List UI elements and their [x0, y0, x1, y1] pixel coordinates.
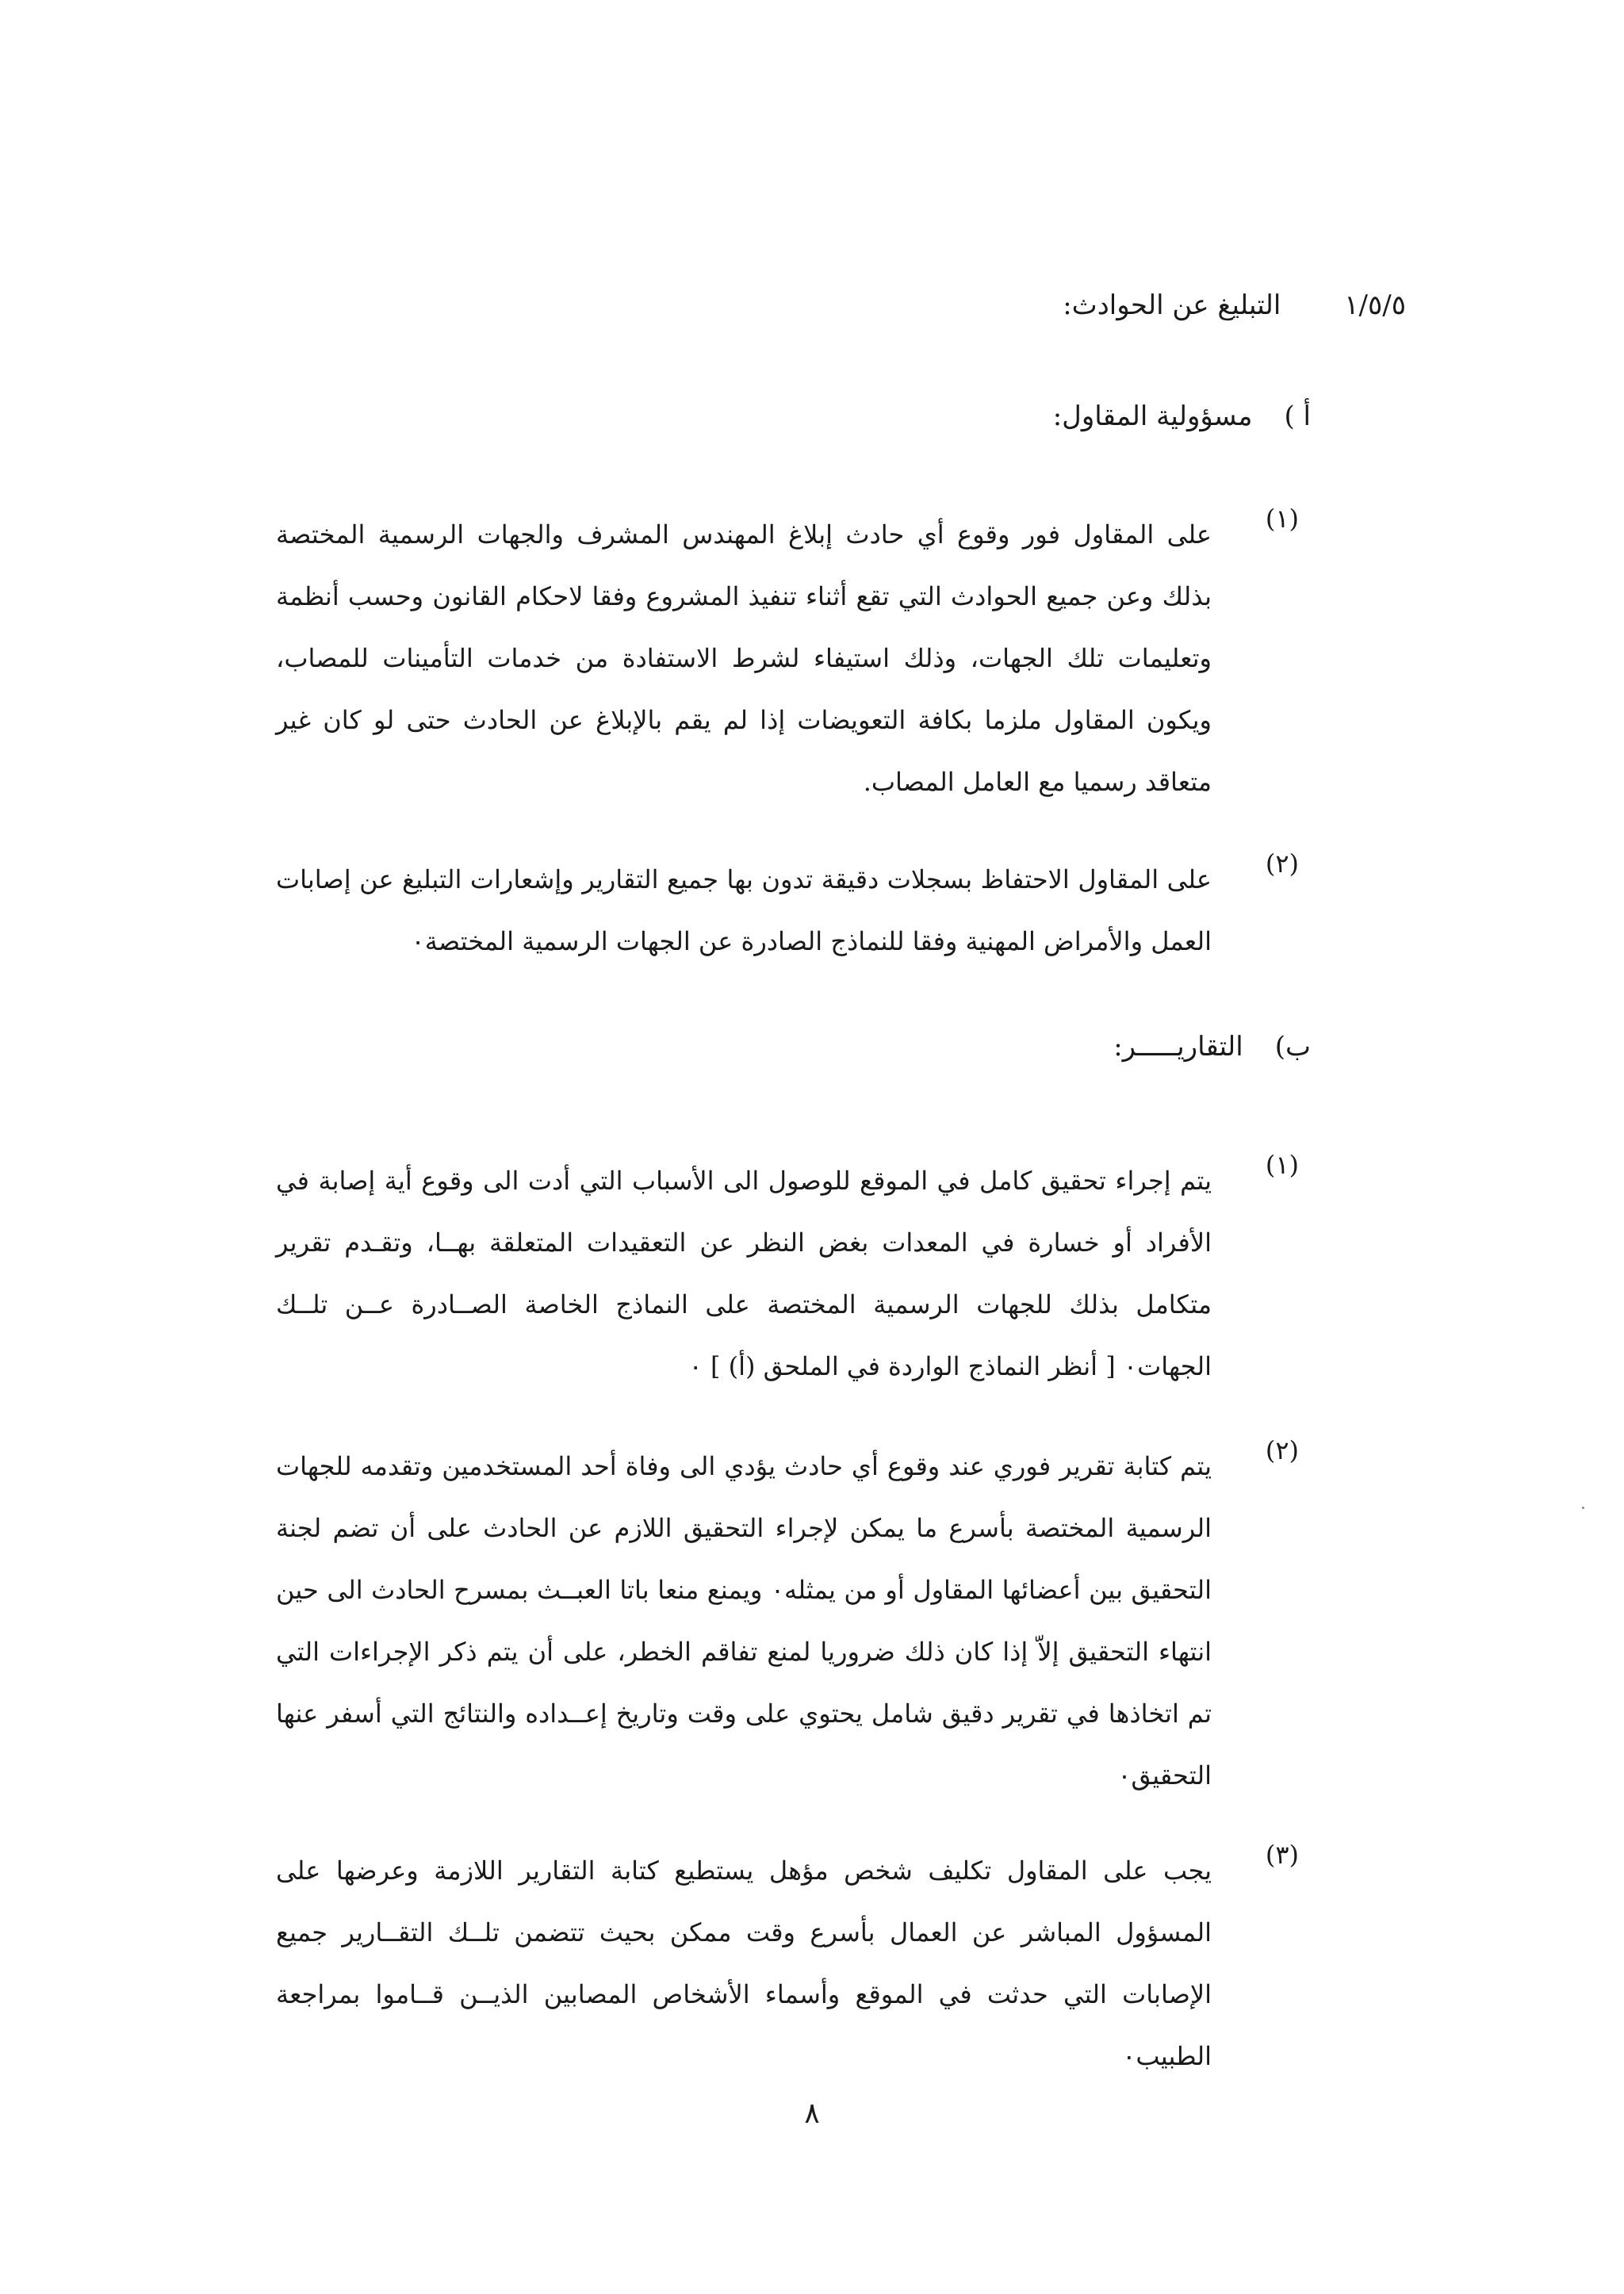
section-title: التبليغ عن الحوادث: [1063, 289, 1281, 321]
list-item [276, 1435, 1299, 1806]
item-number: (٣) [1265, 1840, 1299, 1870]
subsection-a-title: مسؤولية المقاول: [1052, 400, 1253, 432]
item-text: يتم كتابة تقرير فوري عند وقوع أي حادث يؤدي الى وفاة أحد المستخدمين وتقدمه للجهات الرسمية المختصة بأسرع ما يمكن لإجراء التحقيق اللازم عن الحادث على أن تضم لجنة التحقيق بين أعضائها المقاول أو من يمثله٠ ويمنع منعا باتا العبــث بمسرح الحادث الى حين انتهاء التحقيق إلاّ إذا كان ذلك ضروريا لمنع تفاقم الخطر، على أن يتم ذكر الإجراءات التي تم اتخاذها في تقرير دقيق شامل يحتوي على وقت وتاريخ إعــداده والنتائج التي أسفر عنها التحقيق٠ [276, 1451, 1212, 1790]
item-text: يجب على المقاول تكليف شخص مؤهل يستطيع كتابة التقارير اللازمة وعرضها على المسؤول المباشر عن العمال بأسرع وقت ممكن بحيث تتضمن تلــك التقــارير جميع الإصابات التي حدثت في الموقع وأسماء الأشخاص المصابين الذيــن قــاموا بمراجعة الطبيب٠ [276, 1855, 1212, 2071]
subsection-b-heading [1113, 1031, 1311, 1063]
subsection-b-title: التقاريـــــر: [1113, 1031, 1243, 1063]
subsection-a-heading [1053, 400, 1311, 432]
item-text: على المقاول فور وقوع أي حادث إبلاغ المهندس المشرف والجهات الرسمية المختصة بذلك وعن جميع الحوادث التي تقع أثناء تنفيذ المشروع وفقا لاحكام القانون وحسب أنظمة وتعليمات تلك الجهات، وذلك استيفاء لشرط الاستفادة من خدمات التأمينات للمصاب، ويكون المقاول ملزما بكافة التعويضات إذا لم يقم بالإبلاغ عن الحادث حتى لو كان غير متعاقد رسميا مع العامل المصاب. [276, 519, 1212, 797]
list-item [276, 1840, 1299, 2087]
section-heading [1063, 289, 1406, 321]
list-item [276, 848, 1299, 972]
item-text: على المقاول الاحتفاظ بسجلات دقيقة تدون بها جميع التقارير وإشعارات التبليغ عن إصابات العمل والأمراض المهنية وفقا للنماذج الصادرة عن الجهات الرسمية المختصة٠ [276, 864, 1212, 956]
item-number: (١) [1265, 504, 1299, 534]
subsection-b-label: ب) [1274, 1031, 1311, 1063]
item-number: (٢) [1265, 848, 1299, 879]
page-number: ٨ [804, 2097, 820, 2130]
list-item [276, 504, 1299, 813]
item-number: (١) [1265, 1150, 1299, 1180]
scan-speck [1582, 1507, 1584, 1509]
list-item [276, 1150, 1299, 1397]
subsection-a-label: أ ) [1284, 400, 1311, 432]
item-text: يتم إجراء تحقيق كامل في الموقع للوصول الى الأسباب التي أدت الى وقوع أية إصابة في الأفراد أو خسارة في المعدات بغض النظر عن التعقيدات المتعلقة بهــا، وتقـدم تقرير متكامل بذلك للجهات الرسمية المختصة على النماذج الخاصة الصــادرة عــن تلــك الجهات٠ [ أنظر النماذج الواردة في الملحق (أ) ] ٠ [276, 1166, 1212, 1381]
section-number: ١/٥/٥ [1344, 289, 1406, 321]
item-number: (٢) [1265, 1435, 1299, 1465]
